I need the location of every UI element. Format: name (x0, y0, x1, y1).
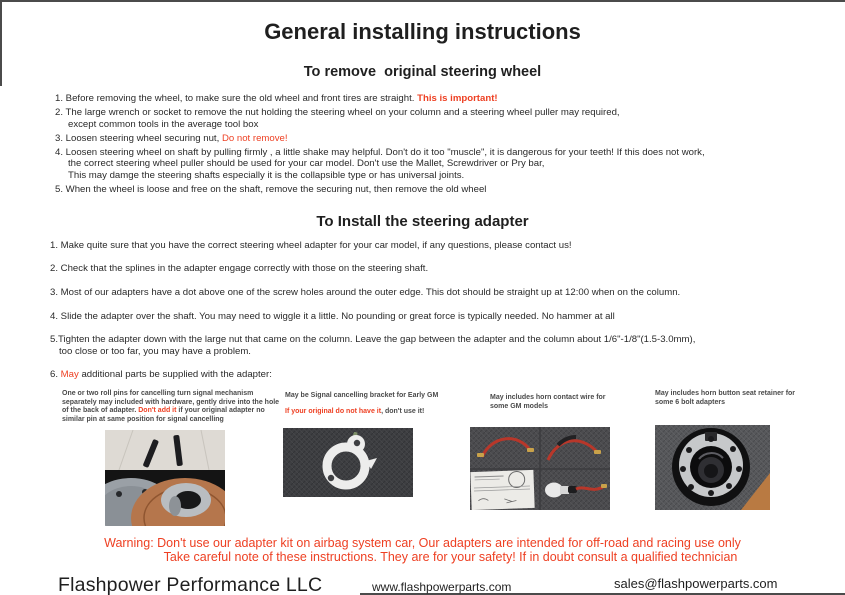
text-segment: 2. Check that the splines in the adapter engage correctly with those on the steering shaft. (50, 263, 429, 275)
text-segment: too close or too far, you may have a problem. (59, 345, 251, 357)
instruction-line (50, 240, 827, 252)
text-segment: 5. When the wheel is loose and free on the shaft, remove the securing nut, then remove the old wheel (55, 184, 487, 196)
highlighted-text: If your original do not have it (285, 407, 382, 415)
text-segment: 6. (50, 369, 61, 381)
install-instruction-item (50, 287, 827, 299)
text-segment: , don't use it! (381, 407, 425, 415)
part-note-paragraph (655, 390, 807, 407)
instruction-line (55, 147, 827, 159)
install-instruction-item (50, 240, 827, 252)
part-note-paragraph (285, 408, 485, 417)
part-note-paragraph (62, 390, 280, 424)
page-title: General installing instructions (264, 19, 581, 44)
text-segment: This may damge the steering shafts especially it is the collapsible type or has universal joints. (68, 170, 465, 182)
text-segment: 1. Before removing the wheel, to make sure the old wheel and front tires are straight. (55, 93, 418, 104)
instruction-line (55, 170, 827, 182)
horn-contact-wire-photo (470, 427, 610, 510)
remove-section-heading: To remove original steering wheel (303, 64, 542, 80)
warning-line-1: Warning: Don't use our adapter kit on airbag system car, Our adapters are intended for off-road and racing use only (104, 535, 741, 550)
text-segment: if your original adapter no similar pin at same position for signal cancelling (62, 407, 265, 423)
instruction-line (50, 311, 827, 323)
text-segment: May be Signal cancelling bracket for Early GM (285, 391, 439, 399)
roll-pins-and-adapter-photo (105, 430, 225, 526)
part-note-paragraph (285, 392, 485, 401)
supplied-parts-section (0, 389, 845, 531)
signal-cancelling-bracket-photo (283, 428, 413, 497)
instruction-line (55, 184, 827, 196)
highlighted-text: This is important! (417, 93, 498, 104)
text-segment: 2. The large wrench or socket to remove the nut holding the steering wheel on your column and a steering wheel puller may required, (55, 107, 620, 119)
text-segment: 3. Loosen steering wheel securing nut, (55, 132, 222, 144)
instruction-line (50, 346, 827, 358)
install-section-heading: To Install the steering adapter (316, 212, 529, 230)
instruction-line (50, 287, 827, 299)
highlighted-text: Don't add it (138, 407, 177, 415)
text-segment: 3. Most of our adapters have a dot above one of the screw holes around the outer edge. This dot should be straight up at 12:00 when on the column. (50, 286, 681, 298)
install-instruction-item (50, 369, 827, 381)
horn-button-seat-retainer-photo (655, 425, 770, 510)
instruction-line (50, 369, 827, 381)
warning-block (0, 536, 845, 564)
highlighted-text: Do not remove! (221, 132, 288, 144)
remove-instruction-item (55, 93, 827, 105)
text-segment: One or two roll pins for cancelling turn signal mechanism separately may included with hardware, gently drive into the hole of the back of adapter. (62, 389, 280, 415)
scan-edge-left (0, 0, 2, 86)
text-segment: May includes horn contact wire for some GM models (490, 393, 606, 410)
instruction-line (55, 119, 827, 131)
part-note-roll-pins (62, 390, 280, 431)
sales-email: sales@flashpowerparts.com (614, 575, 778, 591)
text-segment: additional parts be supplied with the adapter: (78, 369, 272, 381)
instruction-line (55, 158, 827, 170)
instruction-line (55, 133, 827, 145)
instruction-line (55, 93, 827, 105)
install-instruction-item (50, 263, 827, 275)
text-segment: except common tools in the average tool box (68, 118, 259, 130)
part-note-horn-wire (490, 394, 610, 418)
part-note-signal-bracket (285, 392, 485, 423)
instruction-line (55, 107, 827, 119)
text-segment: the correct steering wheel puller should be used for your car model. Don't use the Mallet, Screwdriver or Pry bar, (68, 158, 545, 170)
remove-instruction-item (55, 147, 827, 182)
highlighted-text: May (60, 369, 79, 381)
install-instructions-list (50, 240, 827, 381)
text-segment: 4. Slide the adapter over the shaft. You may need to wiggle it a little. No pounding or great force is typically needed. No hammer at all (50, 310, 615, 322)
text-segment: May includes horn button seat retainer for some 6 bolt adapters (655, 389, 796, 406)
instruction-line (50, 263, 827, 275)
website-url: www.flashpowerparts.com (372, 579, 512, 594)
remove-instruction-item (55, 184, 827, 196)
remove-instructions-list (55, 93, 827, 196)
remove-instruction-item (55, 133, 827, 145)
text-segment: 5.Tighten the adapter down with the large nut that came on the column. Leave the gap between the adapter and the column about 1/6"-1/8"(1.5-3.0mm), (50, 334, 696, 346)
part-note-seat-retainer (655, 390, 807, 414)
footer (0, 572, 845, 595)
text-segment: 4. Loosen steering wheel on shaft by pulling firmly , a little shake may helpful. Don't do it too "muscle", it is dangerous for your teeth! If this does not work, (55, 146, 705, 158)
text-segment: 1. Make quite sure that you have the correct steering wheel adapter for your car model, if any questions, please contact us! (50, 239, 572, 251)
install-instruction-item (50, 334, 827, 357)
install-instruction-item (50, 311, 827, 323)
scan-edge-top (0, 0, 845, 2)
part-note-paragraph (490, 394, 610, 411)
instruction-line (50, 334, 827, 346)
company-name: Flashpower Performance LLC (58, 573, 323, 595)
remove-instruction-item (55, 107, 827, 130)
warning-line-2: Take careful note of these instructions. They are for your safety! If in doubt consult a qualified technician (163, 549, 738, 564)
